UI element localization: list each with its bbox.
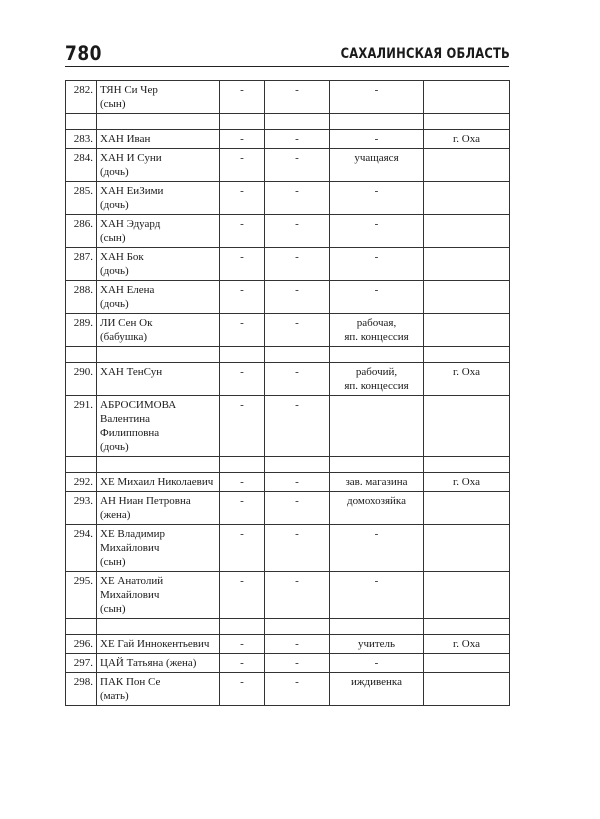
column-3-value: -: [240, 575, 244, 587]
row-number-text: 288.: [73, 284, 93, 296]
empty-cell: [97, 457, 220, 473]
person-name-line: (сын): [100, 556, 126, 568]
residence-cell: [424, 635, 510, 654]
column-3-value: -: [240, 218, 244, 230]
column-3-value: -: [240, 399, 244, 411]
records-table: [65, 80, 510, 706]
occupation-cell: [330, 492, 424, 525]
residence-cell: [424, 492, 510, 525]
column-4-cell: [265, 525, 330, 572]
column-4-cell: [265, 673, 330, 706]
occupation-line: -: [374, 84, 379, 96]
person-name-line: ЛИ Сен Ок: [100, 317, 153, 329]
person-name-line: (дочь): [100, 441, 129, 453]
person-name-line: (дочь): [100, 199, 129, 211]
occupation-line: -: [374, 185, 379, 197]
residence-value: г. Оха: [453, 476, 480, 488]
person-name-line: (бабушка): [100, 331, 148, 343]
person-name-line: Филипповна: [100, 427, 160, 439]
occupation-line: яп. концессия: [344, 331, 409, 343]
person-name-line: (сын): [100, 603, 126, 615]
column-4-value: -: [295, 84, 299, 96]
table-row: [66, 281, 510, 314]
table-row: [66, 182, 510, 215]
column-3-cell: [220, 635, 265, 654]
column-3-cell: [220, 673, 265, 706]
occupation-line: -: [374, 657, 379, 669]
column-3-cell: [220, 215, 265, 248]
empty-cell: [97, 114, 220, 130]
column-3-cell: [220, 654, 265, 673]
row-number: [66, 363, 97, 396]
column-4-cell: [265, 130, 330, 149]
row-number-text: 282.: [73, 84, 93, 96]
row-number-text: 292.: [73, 476, 93, 488]
table-row: [66, 396, 510, 457]
table-row: [66, 492, 510, 525]
column-4-cell: [265, 81, 330, 114]
empty-cell: [265, 347, 330, 363]
person-name-line: ХАН ТенСун: [100, 366, 163, 378]
occupation-line: домохозяйка: [346, 495, 406, 507]
table-row: [66, 525, 510, 572]
row-number-text: 295.: [73, 575, 93, 587]
column-4-cell: [265, 149, 330, 182]
column-3-value: -: [240, 251, 244, 263]
column-3-value: -: [240, 676, 244, 688]
person-name-line: Михайлович: [100, 542, 160, 554]
occupation-line: яп. концессия: [344, 380, 409, 392]
column-3-value: -: [240, 84, 244, 96]
empty-cell: [220, 114, 265, 130]
row-number: [66, 281, 97, 314]
column-3-value: -: [240, 657, 244, 669]
header-rule: [65, 66, 509, 67]
spacer-row: [66, 457, 510, 473]
occupation-line: учащаяся: [354, 152, 399, 164]
column-3-cell: [220, 363, 265, 396]
person-name: [97, 248, 220, 281]
running-title: САХАЛИНСКАЯ ОБЛАСТЬ: [340, 44, 510, 62]
person-name-line: ХАН ЕиЗими: [100, 185, 164, 197]
person-name-line: ХАН И Суни: [100, 152, 162, 164]
table-row: [66, 654, 510, 673]
person-name-line: ЦАЙ Татьяна (жена): [100, 657, 197, 669]
column-3-cell: [220, 149, 265, 182]
occupation-line: иждивенка: [351, 676, 402, 688]
row-number: [66, 215, 97, 248]
column-4-cell: [265, 473, 330, 492]
column-4-cell: [265, 182, 330, 215]
table-row: [66, 81, 510, 114]
row-number-text: 297.: [73, 657, 93, 669]
row-number-text: 296.: [73, 638, 93, 650]
occupation-cell: [330, 673, 424, 706]
row-number-text: 298.: [73, 676, 93, 688]
residence-cell: [424, 248, 510, 281]
person-name-line: ХАН Эдуард: [100, 218, 161, 230]
residence-value: г. Оха: [453, 366, 480, 378]
occupation-line: -: [374, 528, 379, 540]
column-3-cell: [220, 314, 265, 347]
column-3-value: -: [240, 284, 244, 296]
residence-cell: [424, 182, 510, 215]
row-number: [66, 473, 97, 492]
empty-cell: [424, 347, 510, 363]
person-name: [97, 130, 220, 149]
row-number: [66, 149, 97, 182]
occupation-cell: [330, 473, 424, 492]
column-4-value: -: [295, 152, 299, 164]
table-row: [66, 314, 510, 347]
residence-value: г. Оха: [453, 638, 480, 650]
occupation-line: учитель: [357, 638, 396, 650]
residence-cell: [424, 363, 510, 396]
row-number: [66, 248, 97, 281]
residence-cell: [424, 572, 510, 619]
row-number-text: 294.: [73, 528, 93, 540]
column-3-value: -: [240, 528, 244, 540]
person-name-line: ХАН Бок: [100, 251, 144, 263]
empty-cell: [220, 619, 265, 635]
table-row: [66, 215, 510, 248]
occupation-cell: [330, 130, 424, 149]
occupation-cell: [330, 149, 424, 182]
occupation-line: рабочий,: [355, 366, 398, 378]
table-row: [66, 130, 510, 149]
column-4-cell: [265, 281, 330, 314]
column-3-cell: [220, 572, 265, 619]
empty-cell: [265, 457, 330, 473]
row-number: [66, 182, 97, 215]
row-number: [66, 130, 97, 149]
row-number-text: 289.: [73, 317, 93, 329]
records-table-body: [66, 81, 510, 706]
residence-cell: [424, 81, 510, 114]
column-4-value: -: [295, 366, 299, 378]
row-number: [66, 81, 97, 114]
page-number: 780: [65, 42, 102, 66]
person-name-line: АБРОСИМОВА: [100, 399, 177, 411]
occupation-cell: [330, 182, 424, 215]
row-number-text: 283.: [73, 133, 93, 145]
occupation-cell: [330, 654, 424, 673]
occupation-line: -: [374, 218, 379, 230]
column-4-cell: [265, 492, 330, 525]
occupation-cell: [330, 396, 424, 457]
person-name: [97, 281, 220, 314]
column-3-value: -: [240, 638, 244, 650]
column-4-cell: [265, 396, 330, 457]
column-4-value: -: [295, 528, 299, 540]
empty-cell: [265, 619, 330, 635]
column-4-cell: [265, 363, 330, 396]
column-4-value: -: [295, 251, 299, 263]
person-name-line: Михайлович: [100, 589, 160, 601]
empty-cell: [220, 347, 265, 363]
column-4-value: -: [295, 638, 299, 650]
person-name: [97, 673, 220, 706]
row-number: [66, 673, 97, 706]
row-number: [66, 492, 97, 525]
person-name: [97, 635, 220, 654]
column-3-cell: [220, 525, 265, 572]
person-name-line: (дочь): [100, 265, 129, 277]
occupation-line: зав. магазина: [345, 476, 408, 488]
person-name-line: Валентина: [100, 413, 151, 425]
spacer-row: [66, 619, 510, 635]
column-3-value: -: [240, 317, 244, 329]
table-row: [66, 473, 510, 492]
person-name: [97, 654, 220, 673]
person-name-line: ПАК Пон Се: [100, 676, 161, 688]
column-3-value: -: [240, 476, 244, 488]
residence-cell: [424, 281, 510, 314]
occupation-cell: [330, 525, 424, 572]
table-row: [66, 363, 510, 396]
row-number: [66, 396, 97, 457]
person-name: [97, 525, 220, 572]
row-number: [66, 572, 97, 619]
row-number-text: 286.: [73, 218, 93, 230]
person-name: [97, 149, 220, 182]
occupation-line: -: [374, 284, 379, 296]
column-4-value: -: [295, 185, 299, 197]
person-name: [97, 182, 220, 215]
person-name-line: (сын): [100, 98, 126, 110]
occupation-cell: [330, 635, 424, 654]
person-name-line: ХЕ Гай Иннокентьевич: [100, 638, 210, 650]
empty-cell: [424, 457, 510, 473]
residence-cell: [424, 149, 510, 182]
column-3-value: -: [240, 185, 244, 197]
row-number-text: 287.: [73, 251, 93, 263]
occupation-cell: [330, 572, 424, 619]
person-name-line: ХЕ Михаил Николаевич: [100, 476, 214, 488]
row-number: [66, 525, 97, 572]
empty-cell: [330, 114, 424, 130]
residence-value: г. Оха: [453, 133, 480, 145]
table-row: [66, 673, 510, 706]
occupation-line: -: [374, 251, 379, 263]
column-4-cell: [265, 654, 330, 673]
empty-cell: [424, 619, 510, 635]
empty-cell: [66, 457, 97, 473]
person-name: [97, 81, 220, 114]
person-name: [97, 492, 220, 525]
occupation-line: -: [374, 575, 379, 587]
table-row: [66, 572, 510, 619]
occupation-cell: [330, 281, 424, 314]
person-name-line: АН Ниан Петровна: [100, 495, 191, 507]
person-name: [97, 314, 220, 347]
column-3-value: -: [240, 366, 244, 378]
column-3-cell: [220, 130, 265, 149]
row-number-text: 284.: [73, 152, 93, 164]
empty-cell: [330, 457, 424, 473]
column-3-cell: [220, 281, 265, 314]
table-row: [66, 635, 510, 654]
person-name-line: ХАН Иван: [100, 133, 151, 145]
person-name-line: (дочь): [100, 166, 129, 178]
person-name-line: (жена): [100, 509, 131, 521]
column-3-cell: [220, 492, 265, 525]
residence-cell: [424, 314, 510, 347]
empty-cell: [97, 619, 220, 635]
person-name: [97, 473, 220, 492]
residence-cell: [424, 215, 510, 248]
residence-cell: [424, 525, 510, 572]
column-4-cell: [265, 635, 330, 654]
empty-cell: [66, 619, 97, 635]
column-4-value: -: [295, 284, 299, 296]
column-3-cell: [220, 81, 265, 114]
empty-cell: [330, 347, 424, 363]
person-name-line: (дочь): [100, 298, 129, 310]
row-number: [66, 635, 97, 654]
row-number-text: 293.: [73, 495, 93, 507]
empty-cell: [265, 114, 330, 130]
occupation-cell: [330, 363, 424, 396]
table-row: [66, 248, 510, 281]
row-number-text: 285.: [73, 185, 93, 197]
column-4-value: -: [295, 399, 299, 411]
person-name: [97, 572, 220, 619]
spacer-row: [66, 347, 510, 363]
residence-cell: [424, 396, 510, 457]
empty-cell: [66, 114, 97, 130]
column-3-cell: [220, 182, 265, 215]
occupation-cell: [330, 314, 424, 347]
column-3-value: -: [240, 152, 244, 164]
column-4-value: -: [295, 317, 299, 329]
column-3-cell: [220, 473, 265, 492]
column-4-cell: [265, 215, 330, 248]
person-name-line: (мать): [100, 690, 129, 702]
occupation-cell: [330, 248, 424, 281]
column-4-value: -: [295, 495, 299, 507]
spacer-row: [66, 114, 510, 130]
column-4-cell: [265, 248, 330, 281]
empty-cell: [66, 347, 97, 363]
occupation-cell: [330, 81, 424, 114]
person-name-line: ХЕ Владимир: [100, 528, 165, 540]
row-number: [66, 654, 97, 673]
table-row: [66, 149, 510, 182]
empty-cell: [424, 114, 510, 130]
empty-cell: [220, 457, 265, 473]
residence-cell: [424, 673, 510, 706]
residence-cell: [424, 654, 510, 673]
person-name-line: (сын): [100, 232, 126, 244]
column-3-value: -: [240, 495, 244, 507]
occupation-cell: [330, 215, 424, 248]
column-3-cell: [220, 248, 265, 281]
column-4-cell: [265, 572, 330, 619]
person-name: [97, 215, 220, 248]
residence-cell: [424, 473, 510, 492]
row-number-text: 290.: [73, 366, 93, 378]
row-number-text: 291.: [73, 399, 93, 411]
column-4-value: -: [295, 218, 299, 230]
person-name-line: ХЕ Анатолий: [100, 575, 164, 587]
person-name: [97, 363, 220, 396]
person-name-line: ХАН Елена: [100, 284, 155, 296]
column-4-value: -: [295, 657, 299, 669]
column-3-cell: [220, 396, 265, 457]
occupation-line: -: [374, 133, 379, 145]
empty-cell: [97, 347, 220, 363]
person-name: [97, 396, 220, 457]
column-4-value: -: [295, 133, 299, 145]
person-name-line: ТЯН Си Чер: [100, 84, 158, 96]
column-4-value: -: [295, 575, 299, 587]
column-4-cell: [265, 314, 330, 347]
column-4-value: -: [295, 476, 299, 488]
column-3-value: -: [240, 133, 244, 145]
row-number: [66, 314, 97, 347]
empty-cell: [330, 619, 424, 635]
occupation-line: рабочая,: [356, 317, 397, 329]
column-4-value: -: [295, 676, 299, 688]
residence-cell: [424, 130, 510, 149]
